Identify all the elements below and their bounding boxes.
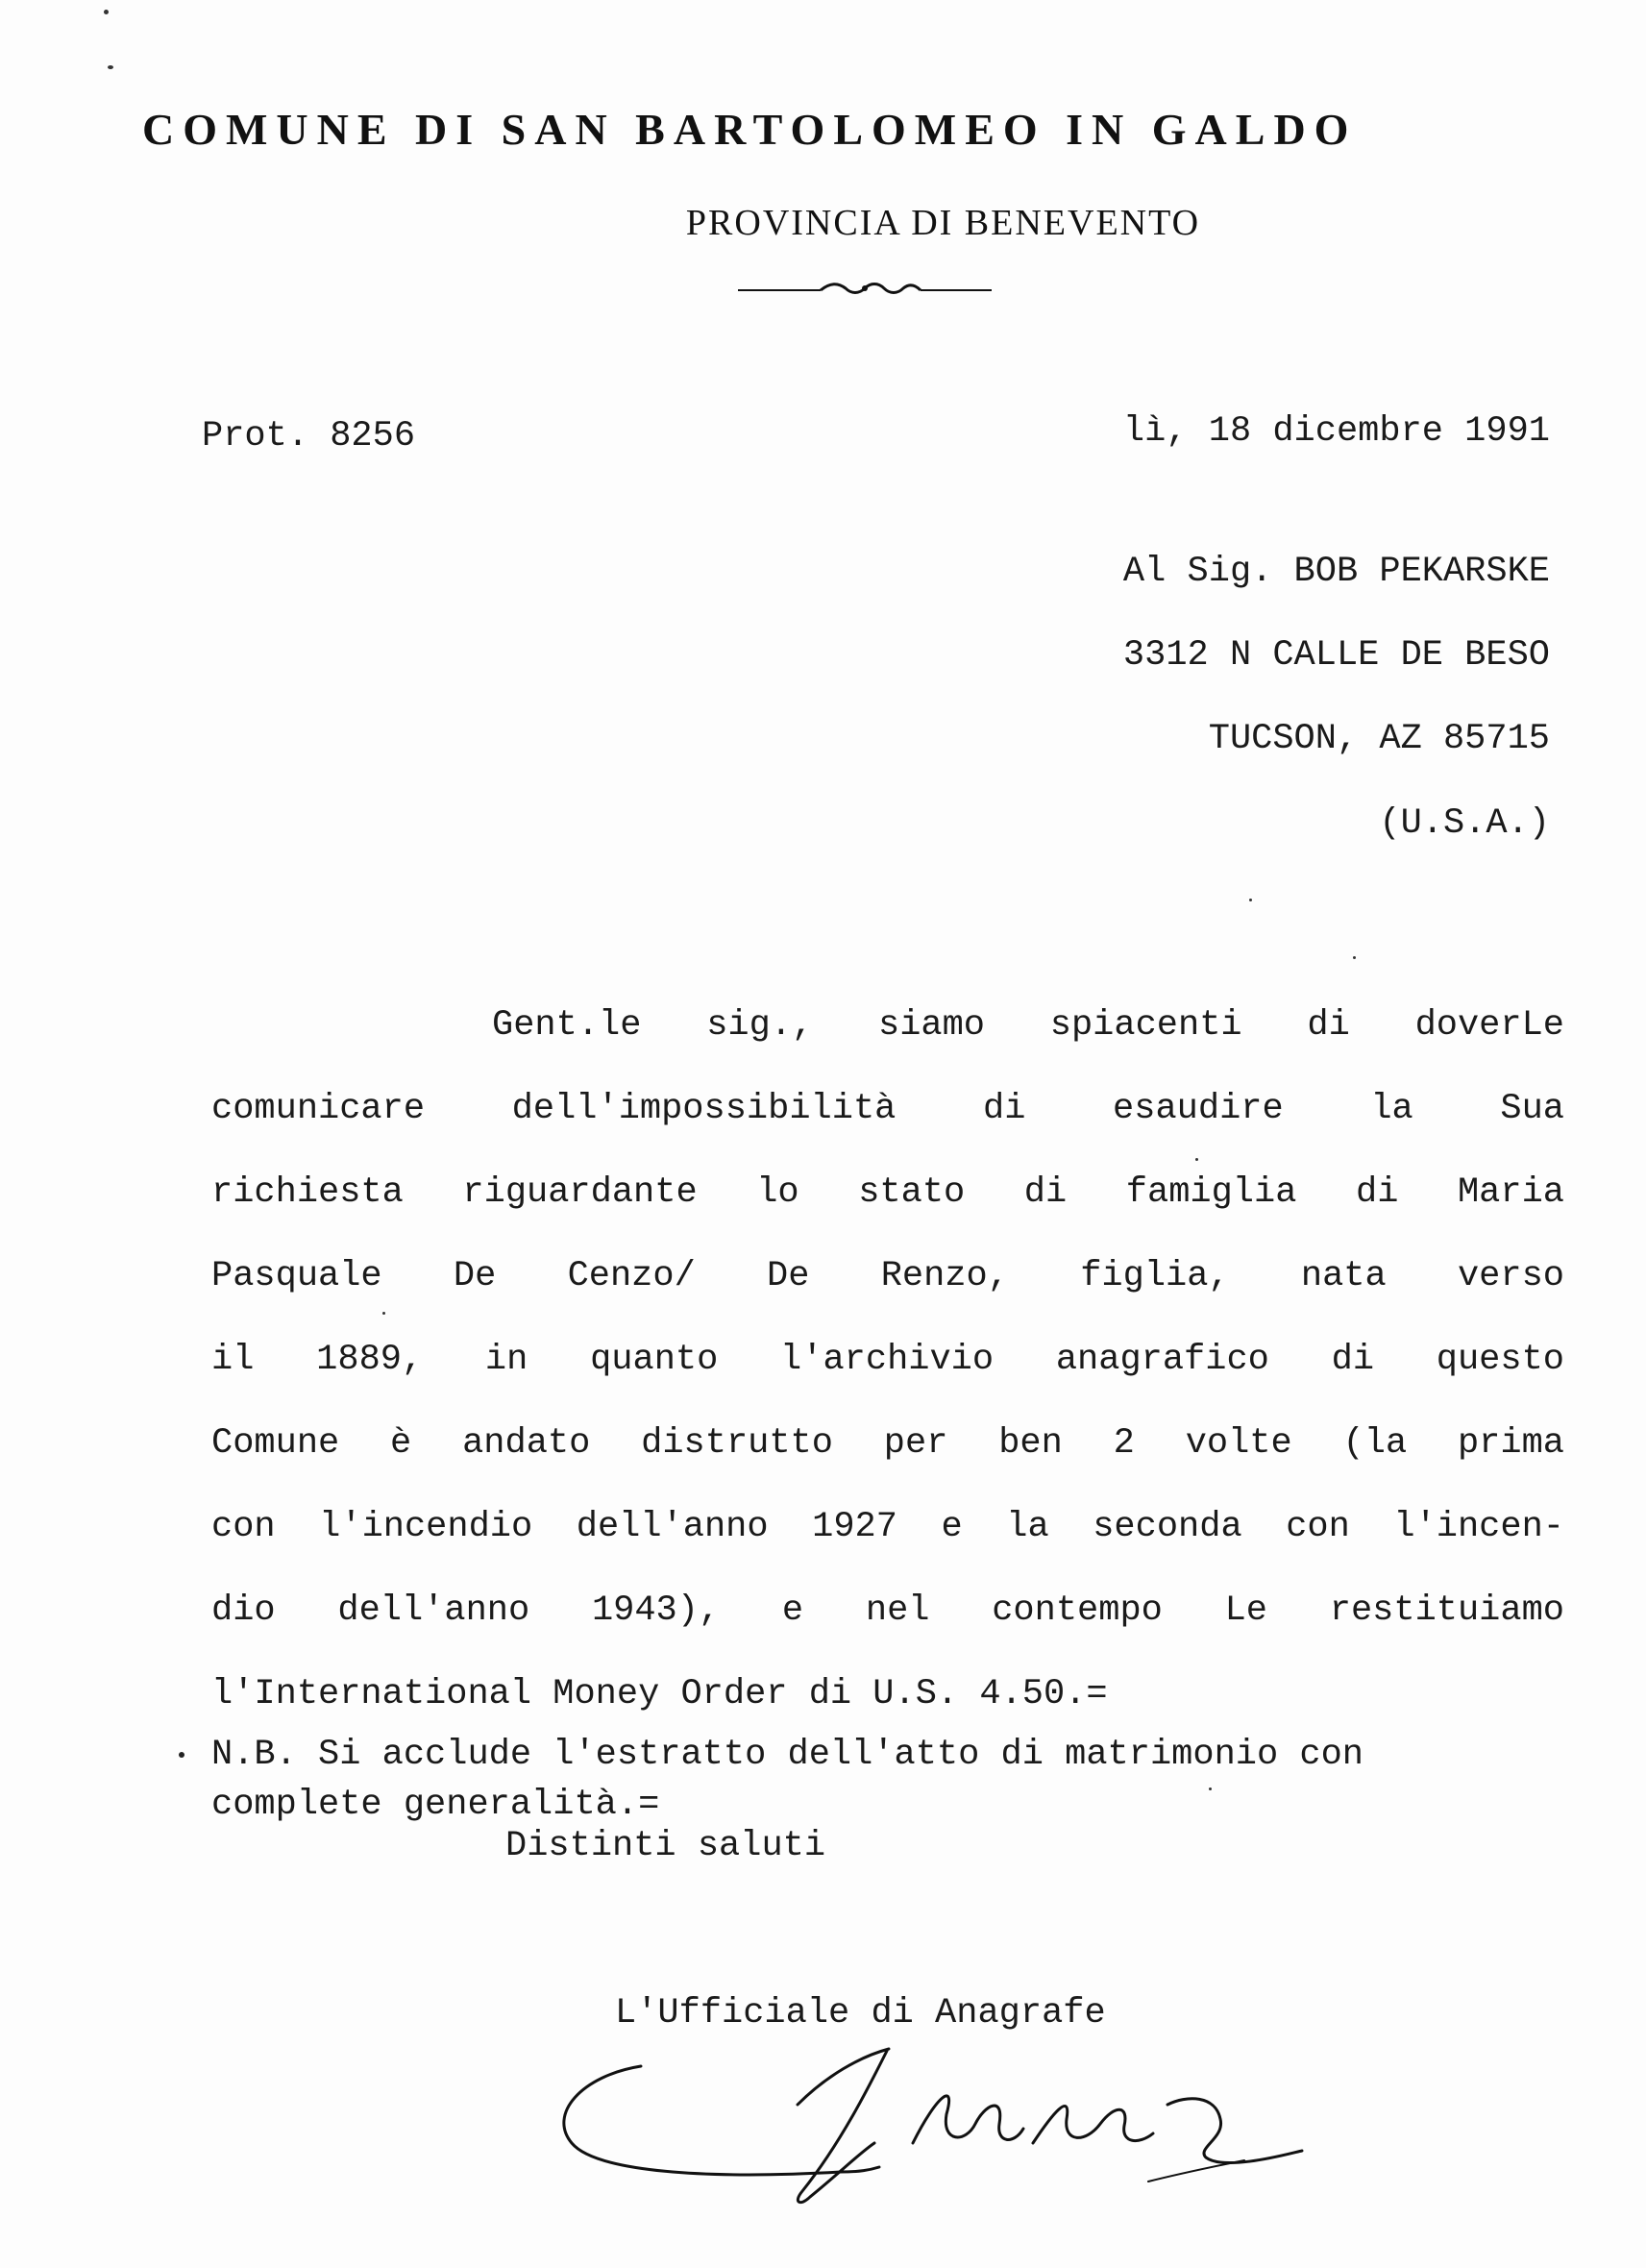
body-line-6: Comune è andato distrutto per ben 2 volte (la prima: [211, 1423, 1564, 1464]
margin-mark: [179, 1752, 184, 1758]
recipient-street: 3312 N CALLE DE BESO: [1122, 635, 1550, 676]
handwritten-signature: [553, 2037, 1312, 2220]
body-line-3: richiesta riguardante lo stato di famiglia di Maria: [211, 1172, 1564, 1213]
recipient-country: (U.S.A.): [1379, 803, 1550, 844]
protocol-number: Prot. 8256: [202, 416, 416, 456]
body-line-5: il 1889, in quanto l'archivio anagrafico di questo: [211, 1340, 1564, 1380]
body-line-7: con l'incendio dell'anno 1927 e la seconda con l'incen-: [211, 1507, 1564, 1547]
signatory-title: L'Ufficiale di Anagrafe: [615, 1993, 1106, 2034]
letter-date: lì, 18 dicembre 1991: [1122, 411, 1550, 452]
recipient-name: Al Sig. BOB PEKARSKE: [1122, 552, 1550, 592]
ornament-divider: [738, 275, 992, 304]
letterhead-title: COMUNE DI SAN BARTOLOMEO IN GALDO: [142, 105, 1358, 154]
body-line-4: Pasquale De Cenzo/ De Renzo, figlia, nata verso: [211, 1256, 1564, 1296]
body-line-1: Gent.le sig., siamo spiacenti di doverLe: [492, 1005, 1564, 1046]
closing-salutation: Distinti saluti: [505, 1826, 826, 1866]
body-line-2: comunicare dell'impossibilità di esaudire la Sua: [211, 1089, 1564, 1129]
recipient-city: TUCSON, AZ 85715: [1208, 719, 1550, 759]
body-line-8: dio dell'anno 1943), e nel contempo Le restituiamo: [211, 1590, 1564, 1631]
note-line-2: complete generalità.=: [211, 1785, 660, 1825]
note-line-1: N.B. Si acclude l'estratto dell'atto di matrimonio con: [211, 1735, 1363, 1775]
letterhead-subtitle: PROVINCIA DI BENEVENTO: [685, 203, 1201, 243]
money-order-line: l'International Money Order di U.S. 4.50.=: [211, 1674, 1108, 1714]
